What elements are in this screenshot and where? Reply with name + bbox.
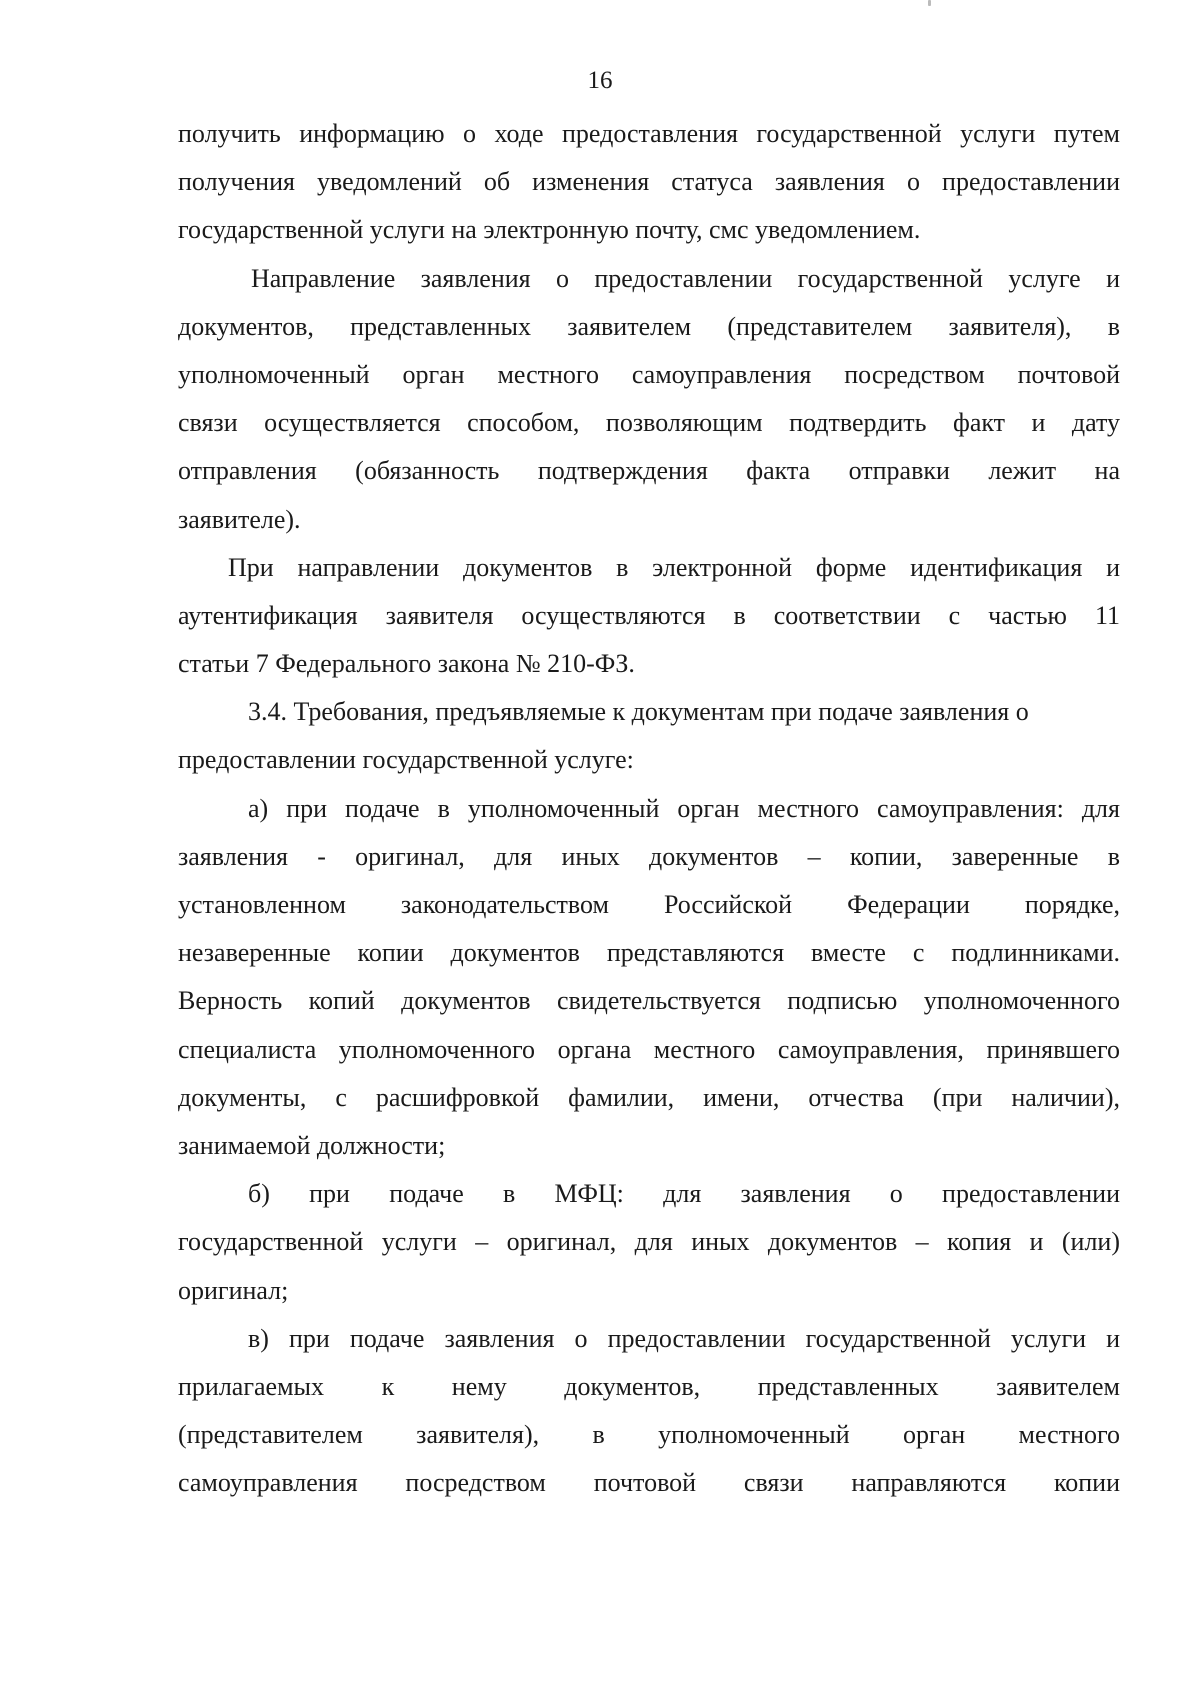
scan-speck	[928, 0, 931, 6]
text-line: б) при подаче в МФЦ: для заявления о предоставлении	[248, 1179, 1120, 1209]
text-line: Направление заявления о предоставлении государственной услуге и	[251, 263, 1120, 293]
text-line: получить информацию о ходе предоставления государственной услуги путем	[178, 119, 1120, 148]
text-line: отправления (обязанность подтверждения факта отправки лежит на	[178, 456, 1120, 486]
text-line: государственной услуги – оригинал, для иных документов – копия и (или)	[178, 1227, 1120, 1257]
text-line: незаверенные копии документов представляются вместе с подлинниками.	[178, 938, 1120, 968]
text-line: а) при подаче в уполномоченный орган местного самоуправления: для	[248, 793, 1120, 823]
text-line: специалиста уполномоченного органа местного самоуправления, принявшего	[178, 1034, 1120, 1064]
text-line: заявителе).	[178, 504, 301, 534]
text-line: в) при подаче заявления о предоставлении государственной услуги и	[248, 1323, 1120, 1353]
text-line: 3.4. Требования, предъявляемые к документам при подаче заявления о	[248, 697, 1029, 727]
text-line: занимаемой должности;	[178, 1130, 446, 1160]
text-line: документы, с расшифровкой фамилии, имени, отчества (при наличии),	[178, 1082, 1120, 1112]
text-line: заявления - оригинал, для иных документов – копии, заверенные в	[178, 841, 1120, 871]
text-line: При направлении документов в электронной форме идентификация и	[228, 552, 1120, 582]
document-body	[178, 110, 1120, 1507]
text-line: связи осуществляется способом, позволяющим подтвердить факт и дату	[178, 408, 1120, 438]
text-line: Верность копий документов свидетельствуется подписью уполномоченного	[178, 986, 1120, 1016]
text-line: предоставлении государственной услуге:	[178, 745, 634, 775]
page-number: 16	[587, 67, 613, 94]
text-line: (представителем заявителя), в уполномоченный орган местного	[178, 1420, 1120, 1450]
text-line: прилагаемых к нему документов, представленных заявителем	[178, 1371, 1120, 1401]
text-line: государственной услуги на электронную почту, смс уведомлением.	[178, 215, 921, 245]
text-line: документов, представленных заявителем (представителем заявителя), в	[178, 311, 1120, 341]
text-line: оригинал;	[178, 1275, 289, 1305]
text-line: аутентификация заявителя осуществляются в соответствии с частью 11	[178, 600, 1120, 630]
text-line: статьи 7 Федерального закона № 210-ФЗ.	[178, 649, 635, 679]
text-line: самоуправления посредством почтовой связи направляются копии	[178, 1468, 1120, 1498]
text-line: установленном законодательством Российской Федерации порядке,	[178, 890, 1120, 919]
text-line: получения уведомлений об изменения статуса заявления о предоставлении	[178, 167, 1120, 197]
text-line: уполномоченный орган местного самоуправления посредством почтовой	[178, 359, 1120, 389]
